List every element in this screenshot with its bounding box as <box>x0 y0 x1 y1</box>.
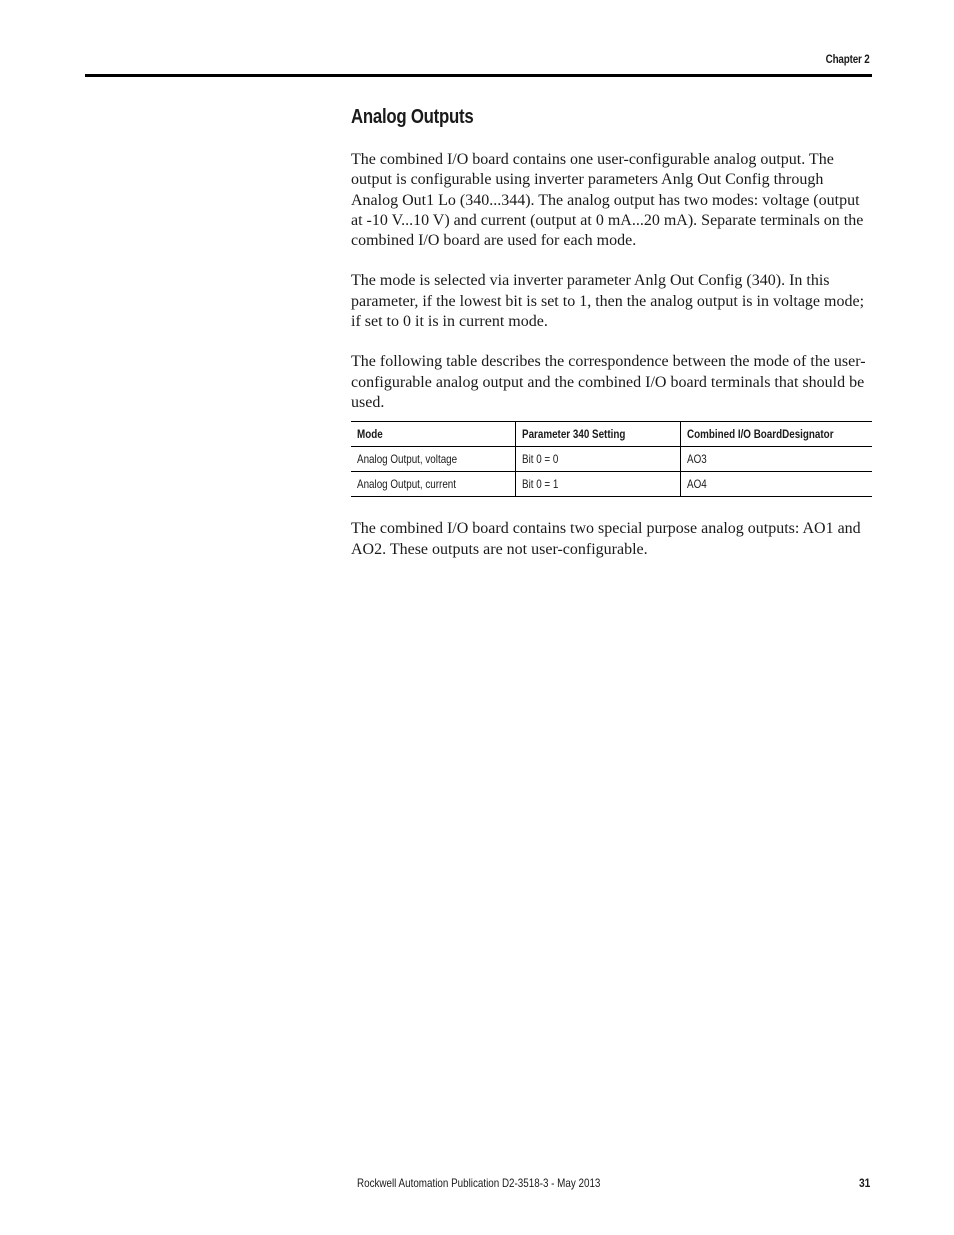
footer-publication: Rockwell Automation Publication D2-3518-3 - May 2013 <box>357 1176 601 1190</box>
mode-table <box>351 421 872 497</box>
table-cell-parameter: Bit 0 = 0 <box>515 447 681 472</box>
table-row <box>351 447 872 472</box>
table-header-parameter: Parameter 340 Setting <box>515 422 681 447</box>
table-cell-mode: Analog Output, voltage <box>351 447 515 472</box>
table-header-mode: Mode <box>351 422 515 447</box>
paragraph-table-intro: The following table describes the correspondence between the mode of the user-configurable analog output and the combined I/O board terminals that should be used. <box>351 353 866 411</box>
table-header-row <box>351 422 872 447</box>
paragraph-mode-selection: The mode is selected via inverter parameter Anlg Out Config (340). In this parameter, if the lowest bit is set to 1, then the analog output is in voltage mode; if set to 0 it is in current mode. <box>351 272 865 331</box>
table-header-designator: Combined I/O BoardDesignator <box>681 422 872 447</box>
page-number: 31 <box>858 1176 870 1190</box>
main-content <box>351 106 872 580</box>
chapter-label: Chapter 2 <box>826 52 870 66</box>
table-cell-designator: AO4 <box>681 472 872 497</box>
table-cell-mode: Analog Output, current <box>351 472 515 497</box>
table-cell-designator: AO3 <box>681 447 872 472</box>
section-title: Analog Outputs <box>351 106 474 128</box>
paragraph-intro: The combined I/O board contains one user-configurable analog output. The output is configurable using inverter parameters Anlg Out Config through Analog Out1 Lo (340...344). The analog output has two modes: voltage (output at -10 V...10 V) and current (output at 0 mA...20 mA). Separate terminals on the combined I/O board are used for each mode. <box>351 151 864 250</box>
paragraph-special-outputs: The combined I/O board contains two special purpose analog outputs: AO1 and AO2. These outputs are not user-configurable. <box>351 520 861 558</box>
header-rule <box>85 74 872 77</box>
table-row <box>351 472 872 497</box>
table-cell-parameter: Bit 0 = 1 <box>515 472 681 497</box>
